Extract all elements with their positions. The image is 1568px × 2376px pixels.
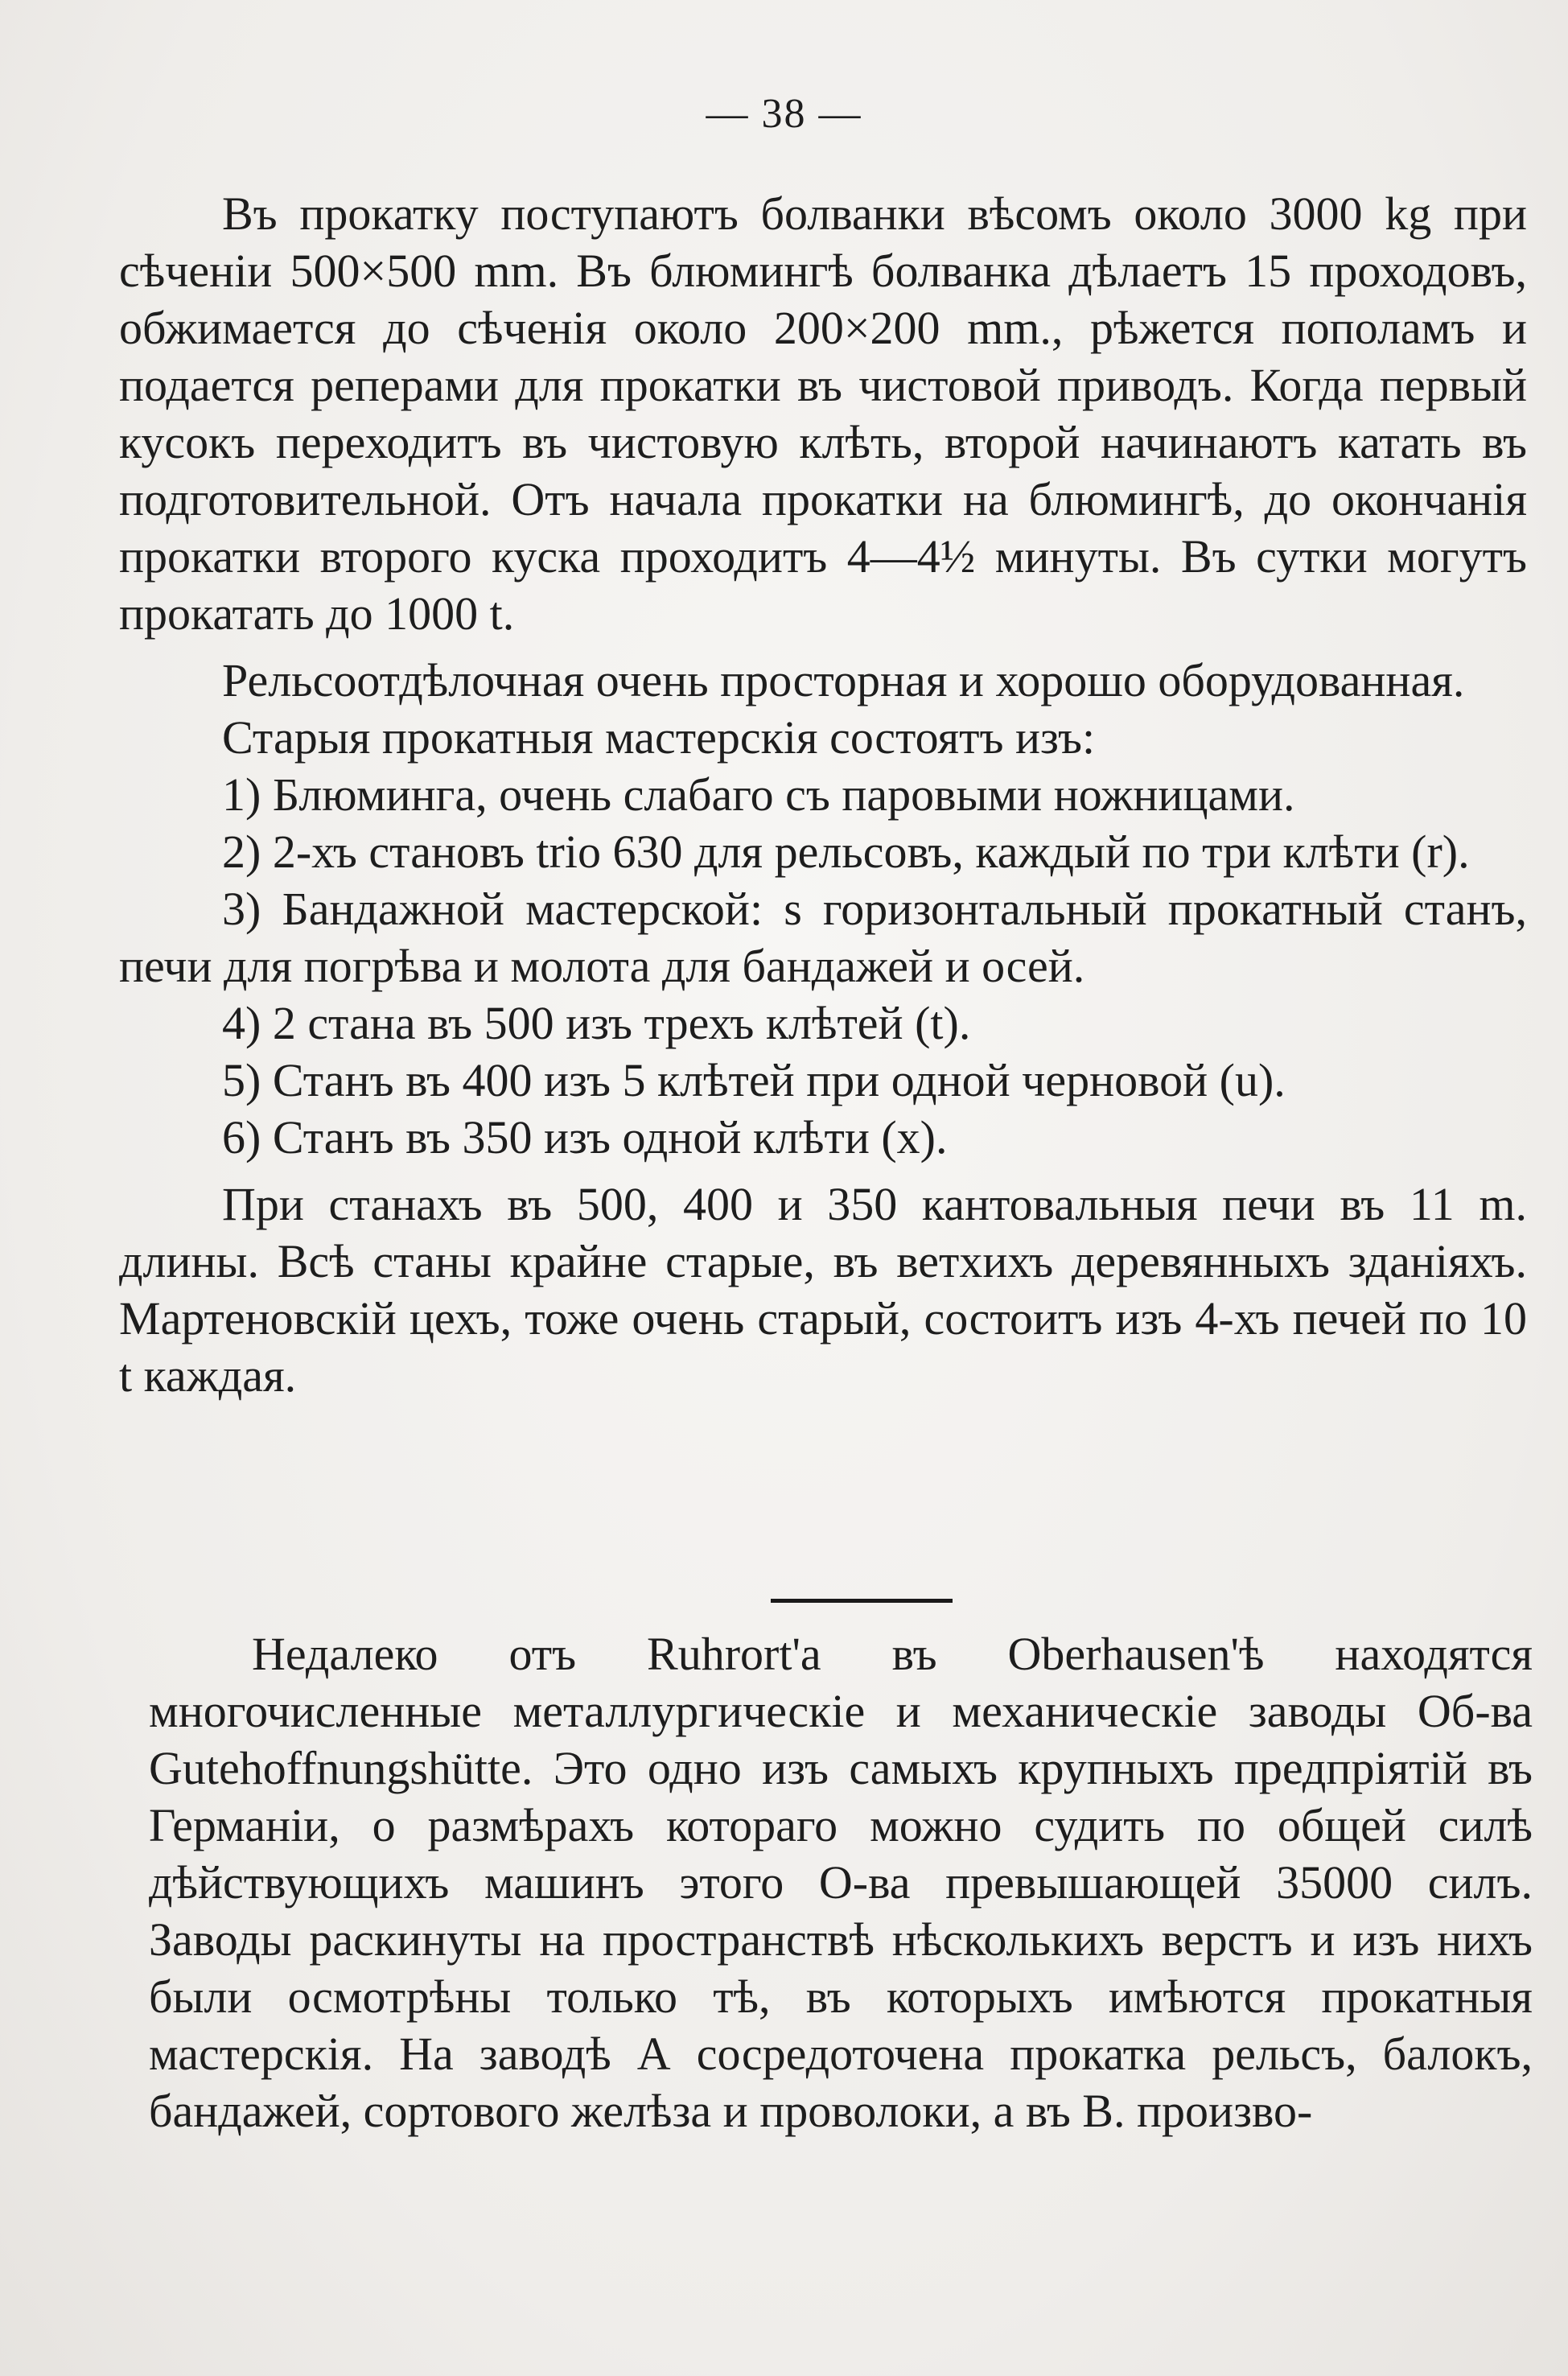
- paragraph: При станахъ въ 500, 400 и 350 кантовальныя печи въ 11 m. длины. Всѣ станы крайне старые, въ ветхихъ деревянныхъ зданіяхъ. Мартеновскій цехъ, тоже очень старый, состоитъ изъ 4-хъ печей по 10 t каждая.: [119, 1178, 1527, 1402]
- list-item: 3) Бандажной мастерской: s горизонтальный прокатный станъ, печи для погрѣва и молота для бандажей и осей.: [119, 883, 1527, 992]
- page-number: — 38 —: [706, 91, 862, 137]
- list-item: 6) Станъ въ 350 изъ одной клѣти (x).: [222, 1111, 948, 1163]
- paragraph: Старыя прокатныя мастерскія состоятъ изъ:: [222, 711, 1096, 764]
- list-item: 2) 2-хъ становъ trio 630 для рельсовъ, каждый по три клѣти (r).: [222, 826, 1470, 878]
- list-item: 5) Станъ въ 400 изъ 5 клѣтей при одной черновой (u).: [222, 1054, 1286, 1106]
- paragraph: Недалеко отъ Ruhrort'a въ Oberhausen'ѣ находятся многочисленные металлургическіе и механическіе заводы Об-ва Gutehoffnungshütte. Это одно изъ самыхъ крупныхъ предпріятій въ Германіи, о размѣрахъ котораго можно судить по общей силѣ дѣйствующихъ машинъ этого О-ва превышающей 35000 силъ. Заводы раскинуты на пространствѣ нѣсколькихъ верстъ и изъ нихъ были осмотрѣны только тѣ, въ которыхъ имѣются прокатныя мастерскія. На заводѣ А сосредоточена прокатка рельсъ, балокъ, бандажей, сортового желѣза и проволоки, а въ В. произво-: [149, 1628, 1533, 2137]
- section-divider: [771, 1599, 953, 1603]
- text-section-1: [119, 185, 1527, 1404]
- paragraph: Въ прокатку поступаютъ болванки вѣсомъ около 3000 kg при сѣченіи 500×500 mm. Въ блюмингѣ болванка дѣлаетъ 15 проходовъ, обжимается до сѣченія около 200×200 mm., рѣжется пополамъ и подается реперами для прокатки въ чистовой приводъ. Когда первый кусокъ переходитъ въ чистовую клѣть, второй начинаютъ катать въ подготовительной. Отъ начала прокатки на блюмингѣ, до окончанія прокатки второго куска проходитъ 4—4½ минуты. Въ сутки могутъ прокатать до 1000 t.: [119, 187, 1527, 640]
- text-section-2: [149, 1625, 1533, 2139]
- list-item: 4) 2 стана въ 500 изъ трехъ клѣтей (t).: [222, 997, 971, 1049]
- list-item: 1) Блюминга, очень слабаго съ паровыми ножницами.: [222, 768, 1295, 821]
- paragraph: Рельсоотдѣлочная очень просторная и хорошо оборудованная.: [222, 654, 1465, 706]
